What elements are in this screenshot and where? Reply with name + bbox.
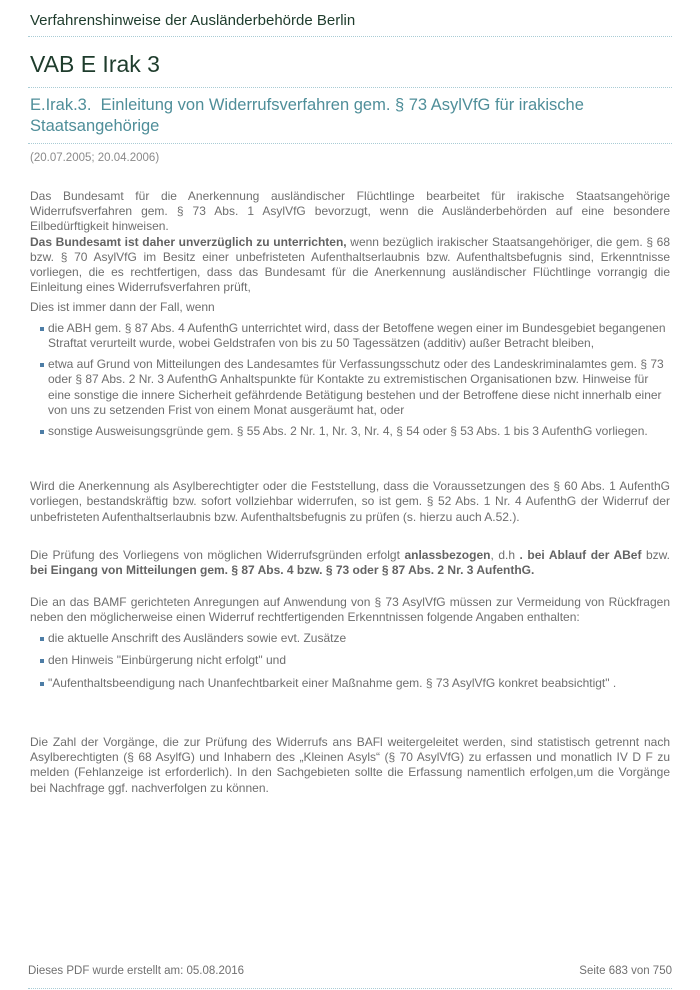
list-item-text: "Aufenthaltsbeendigung nach Unanfechtbarkeit einer Maßnahme gem. § 73 AsylVfG konkret beabsichtigt" . [48,675,617,690]
list-item [40,424,672,440]
pruefung-seg-bold: . bei Ablauf der ABef [519,547,646,562]
footer-divider [28,988,672,989]
paragraph-bamf: Die an das BAMF gerichteten Anregungen auf Anwendung von § 73 AsylVfG müssen zur Vermeidung von Rückfragen neben den möglicherweise einen Widerruf rechtfertigenden Erkenntnissen folgende Angaben enthalten: [30,595,670,625]
paragraph-pruefung [28,548,672,578]
paragraph-unterrichten-rest: wenn bezüglich irakischer Staatsangehöriger, die gem. § 68 bzw. § 70 AsylVfG im Besitz einer unbefristeten Aufenthaltserlaubnis bzw. Aufenthaltsbefugnis sind, Erkenntnisse vorliegen, die es rechtfertigen, dass das Bundesamt für die Anerkennung ausländischer Flüchtlinge vorrangig die Einleitung eines Widerrufsverfahren prüft, [30,234,671,295]
bullet-square-icon [40,430,44,434]
list-item [40,653,672,669]
document-body [28,189,672,796]
revision-dates: (20.07.2005; 20.04.2006) [30,152,160,164]
list-item-text: sonstige Ausweisungsgründe gem. § 55 Abs. 2 Nr. 1, Nr. 3, Nr. 4, § 54 oder § 53 Abs. 1 bis 3 AufenthG vorliegen. [48,423,648,438]
pruefung-seg: , d.h [490,547,520,562]
paragraph-statistik: Die Zahl der Vorgänge, die zur Prüfung des Widerrufs ans BAFl weitergeleitet werden, sind statistisch getrennt nach Asylberechtigten (§ 68 AsylfG) und Inhabern des „Kleinen Asyls“ (§ 70 AsylVfG) zu erfassen und monatlich IV D F zu melden (Fehlanzeige ist erforderlich). In den Sachgebieten sollte die Erfassung namentlich erfolgen,um die Vorgänge bei Nachfrage ggf. nachverfolgen zu können. [30,735,670,795]
paragraph-widerruf: Wird die Anerkennung als Asylberechtigter oder die Feststellung, dass die Voraussetzungen des § 60 Abs. 1 AufenthG vorliegen, bestandskräftig bzw. sofort vollziehbar widerrufen, so ist gem. § 52 Abs. 1 Nr. 4 AufenthG der Widerruf der unbefristeten Aufenthaltserlaubnis bzw. Aufenthaltsbefugnis zu prüfen (s. hierzu auch A.52.). [30,479,670,524]
pruefung-seg-bold: anlassbezogen [404,547,491,562]
section-heading: E.Irak.3. Einleitung von Widerrufsverfahren gem. § 73 AsylVfG für irakische Staatsangehörige [28,95,672,144]
document-title: VAB E Irak 3 [28,50,672,88]
paragraph-intro: Das Bundesamt für die Anerkennung ausländischer Flüchtlinge bearbeitet für irakische Staatsangehörige Widerrufsverfahren gem. § 73 Abs. 1 AsylVfG bevorzugt, wenn die Ausländerbehörden auf eine besondere Eilbedürftigkeit hinweisen. [30,189,670,234]
list-item [40,631,672,647]
page-number: Seite 683 von 750 [579,965,672,977]
bullet-square-icon [40,327,44,331]
bullet-square-icon [40,682,44,686]
paragraph-unterrichten-bold: Das Bundesamt ist daher unverzüglich zu unterrichten, [30,234,347,249]
page-footer [28,964,672,979]
list-item [40,676,672,692]
list-item-text: die aktuelle Anschrift des Ausländers sowie evt. Zusätze [48,630,347,645]
case-list [28,321,672,440]
list-item-text: die ABH gem. § 87 Abs. 4 AufenthG unterrichtet wird, dass der Betoffene wegen einer im Bundesgebiet begangenen Straftat verurteilt wurde, wobei Geldstrafen von bis zu 50 Tagessätzen (additiv) außer Betracht bleiben, [48,320,666,351]
site-header-title: Verfahrenshinweise der Ausländerbehörde Berlin [28,0,672,37]
bullet-square-icon [40,637,44,641]
pruefung-seg: bzw. [645,547,670,562]
paragraph-unterrichten [28,235,672,296]
bullet-square-icon [40,363,44,367]
list-item [40,357,672,419]
pruefung-seg-bold: bei Eingang von Mitteilungen gem. § 87 Abs. 4 bzw. § 73 oder § 87 Abs. 2 Nr. 3 AufenthG. [30,562,535,577]
list-item-text: den Hinweis "Einbürgerung nicht erfolgt" und [48,653,286,668]
paragraph-fall: Dies ist immer dann der Fall, wenn [30,300,215,315]
pruefung-seg: Die Prüfung des Vorliegens von möglichen Widerrufsgründen erfolgt [30,547,405,562]
angaben-list [28,631,672,692]
bullet-square-icon [40,659,44,663]
pdf-created-note: Dieses PDF wurde erstellt am: 05.08.2016 [28,965,245,977]
list-item [40,321,672,352]
list-item-text: etwa auf Grund von Mitteilungen des Landesamtes für Verfassungsschutz oder des Landeskriminalamtes gem. § 73 oder § 87 Abs. 2 Nr. 3 AufenthG Anhaltspunkte für Kontakte zu extremistischen Organisationen bzw. Hinweise für eine sonstige die innere Sicherheit gefährdende Betätigung bestehen und der Betroffene diese nicht innerhalb einer von uns zu setzenden Frist von einem Monat ausgeräumt hat, oder [48,356,664,418]
